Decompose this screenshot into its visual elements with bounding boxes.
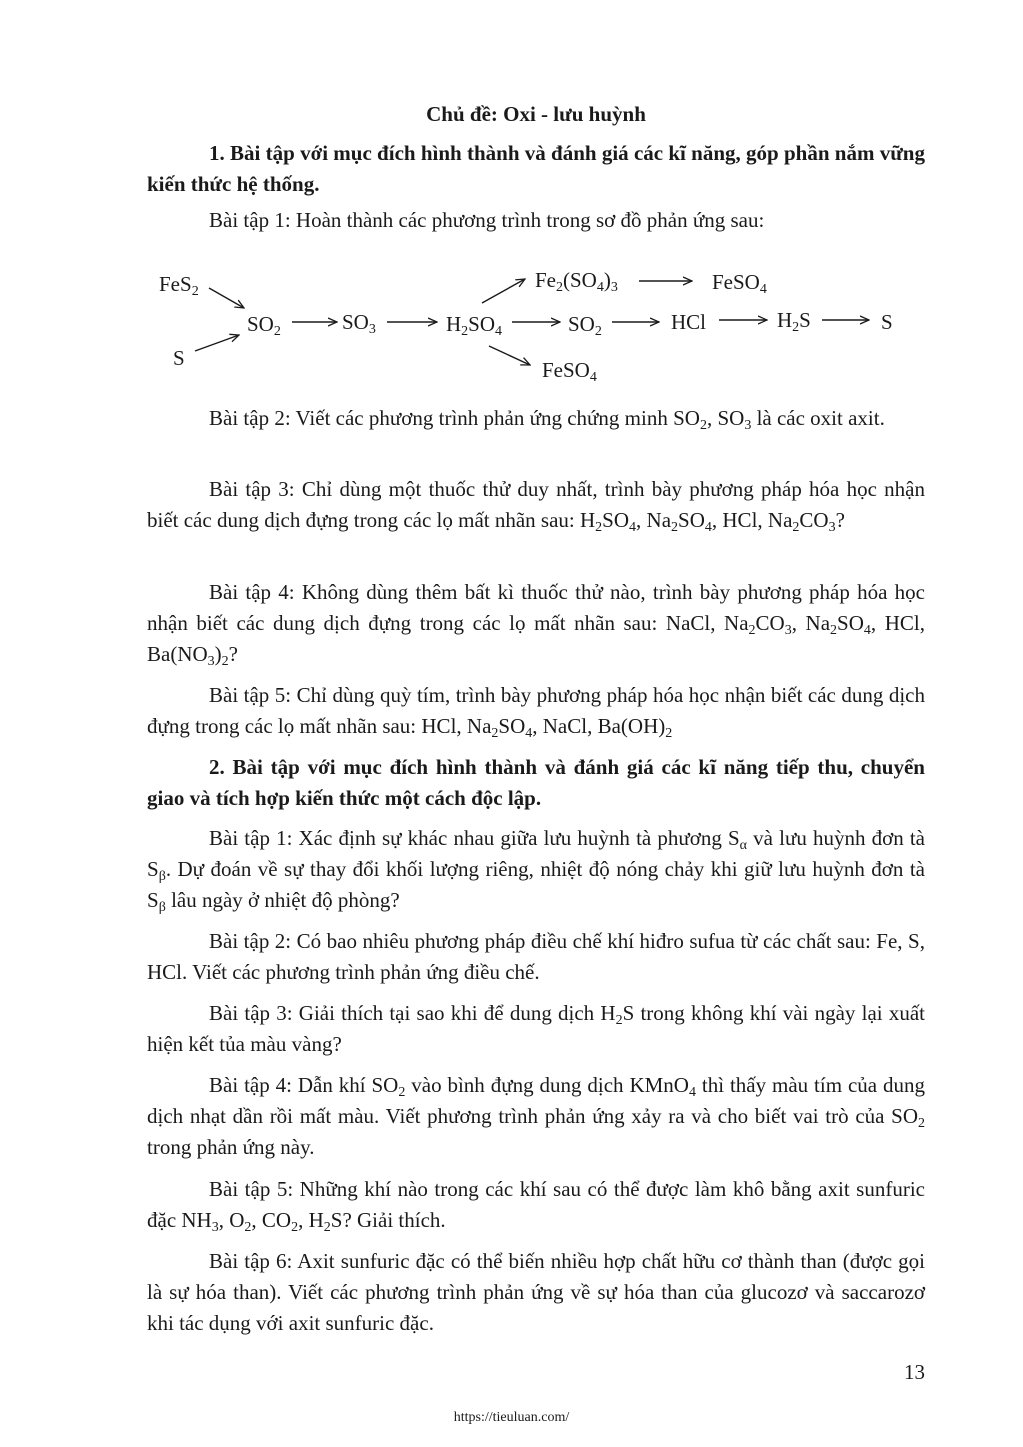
section2-heading: 2. Bài tập với mục đích hình thành và đánh giá các kĩ năng tiếp thu, chuyển giao và tích hợp kiến thức một cách độc lập. xyxy=(147,755,925,810)
chem-feso4-bottom: FeSO$_4$ xyxy=(542,358,597,385)
chem-so2-a: $SO_2$ xyxy=(247,312,281,339)
section2-ex1: Bài tập 1: Xác định sự khác nhau giữa lưu huỳnh tà phương $S_\alpha$ và lưu huỳnh đơn tà $S_\beta$. Dự đoán về sự thay đổi khối lượng riêng, nhiệt độ nóng chảy khi giữ lưu huỳnh đơn tà $S_\beta$ lâu ngày ở nhiệt độ phòng? xyxy=(147,826,925,915)
arrow-s-so2 xyxy=(195,335,239,351)
section1-ex5: Bài tập 5: Chỉ dùng quỳ tím, trình bày phương pháp hóa học nhận biết các dung dịch đựng trong các lọ mất nhãn sau: HCl, $Na_2SO_4$, NaCl, $Ba(OH)_2$ xyxy=(147,683,925,741)
page-number: 13 xyxy=(904,1360,925,1384)
chem-fe2so43: $Fe_2(SO_4)_3$ xyxy=(535,268,618,295)
section1-ex1-intro: Bài tập 1: Hoàn thành các phương trình trong sơ đồ phản ứng sau: xyxy=(209,208,765,232)
chem-h2s: $H_2S$ xyxy=(777,308,811,335)
section2-ex6: Bài tập 6: Axit sunfuric đặc có thể biến nhiều hợp chất hữu cơ thành than (được gọi là sự hóa than). Viết các phương trình phản ứng về sự hóa than của glucozơ và saccarozơ khi tác dụng với axit sunfuric đặc. xyxy=(147,1249,925,1335)
chem-so3: $SO_3$ xyxy=(342,310,376,337)
chem-fes2: FeS$_2$ xyxy=(159,272,199,299)
chem-so2-b: $SO_2$ xyxy=(568,312,602,339)
chem-s-left: S xyxy=(173,346,185,370)
section2-ex3: Bài tập 3: Giải thích tại sao khi để dung dịch $H_2S$ trong không khí vài ngày lại xuất hiện kết tủa màu vàng? xyxy=(147,1001,925,1056)
section2-ex4: Bài tập 4: Dẫn khí $SO_2$ vào bình đựng dung dịch KMnO$_4$ thì thấy màu tím của dung dịch nhạt dần rồi mất màu. Viết phương trình phản ứng xảy ra và cho biết vai trò của $SO_2$ trong phản ứng này. xyxy=(147,1073,926,1159)
arrow-fes2-so2 xyxy=(209,288,244,308)
section1-ex3: Bài tập 3: Chỉ dùng một thuốc thử duy nhất, trình bày phương pháp hóa học nhận biết các dung dịch đựng trong các lọ mất nhãn sau: $H_2SO_4$, $Na_2SO_4$, HCl, $Na_2CO_3$? xyxy=(147,477,925,535)
chem-feso4-top: FeSO$_4$ xyxy=(712,270,767,297)
section2-ex2: Bài tập 2: Có bao nhiêu phương pháp điều chế khí hiđro sufua từ các chất sau: Fe, S, HCl. Viết các phương trình phản ứng điều chế. xyxy=(147,929,925,984)
chem-s-right: S xyxy=(881,310,893,334)
arrow-h2so4-feso4 xyxy=(489,346,530,365)
arrow-h2so4-fe2so43 xyxy=(482,279,525,303)
chem-h2so4: $H_2SO_4$ xyxy=(446,312,503,339)
section1-ex2: Bài tập 2: Viết các phương trình phản ứng chứng minh $SO_2$, $SO_3$ là các oxit axit. xyxy=(209,406,885,433)
reaction-scheme xyxy=(147,258,925,388)
section1-heading: 1. Bài tập với mục đích hình thành và đánh giá các kĩ năng, góp phần nắm vững kiến thức hệ thống. xyxy=(147,141,925,196)
section2-ex5: Bài tập 5: Những khí nào trong các khí sau có thể được làm khô bằng axit sunfuric đặc $NH_3$, $O_2$, $CO_2$, $H_2S$? Giải thích. xyxy=(147,1177,925,1235)
page-title: Chủ đề: Oxi - lưu huỳnh xyxy=(426,102,646,126)
section1-ex4: Bài tập 4: Không dùng thêm bất kì thuốc thử nào, trình bày phương pháp hóa học nhận biết các dung dịch đựng trong các lọ mất nhãn sau: NaCl, $Na_2CO_3$, $Na_2SO_4$, HCl, $Ba(NO_3)_2$? xyxy=(147,580,925,669)
chem-hcl: HCl xyxy=(671,310,707,334)
footer-url[interactable]: https://tieuluan.com/ xyxy=(453,1410,570,1425)
